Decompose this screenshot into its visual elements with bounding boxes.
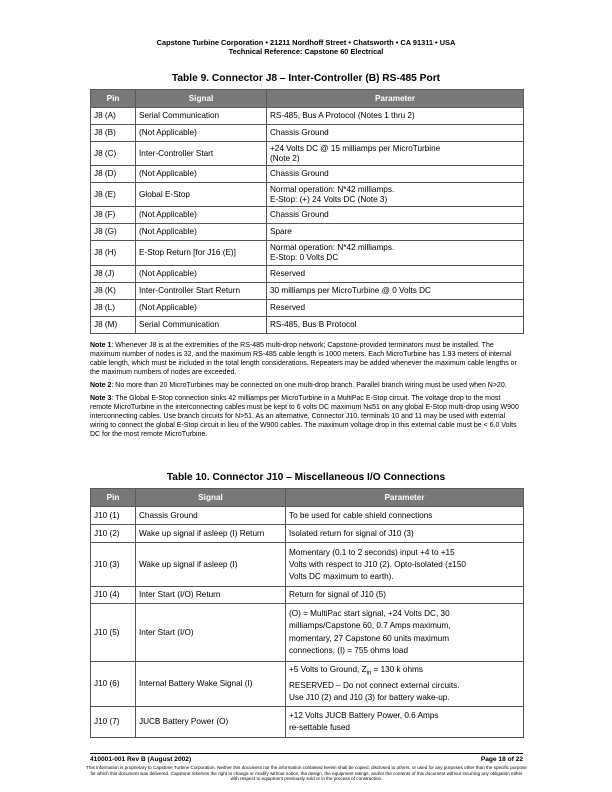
- note-2-label: Note 2: [90, 382, 112, 389]
- parameter-cell: Isolated return for signal of J10 (3): [286, 525, 524, 543]
- table9-title: Table 9. Connector J8 – Inter-Controller (B) RS-485 Port: [171, 73, 441, 84]
- parameter-line: momentary, 27 Capstone 60 units maximum: [289, 633, 450, 643]
- pin-cell: J10 (2): [91, 525, 136, 543]
- table-row: [91, 707, 524, 738]
- note-1-text: : Whenever J8 is at the extremities of the RS-485 multi-drop network; Capstone-provided terminators must be installed. The maximum number of nodes is 32, and the maximum RS-485 cable length is 1000 meters. Each MicroTurbine has 1.93 meters of internal cable length, which must be included in the total length considerations. Repeaters may be added whenever the maximum cable lengths or the maximum numbers of nodes are exceeded.: [90, 342, 517, 376]
- signal-cell: JUCB Battery Power (O): [136, 707, 286, 738]
- pin-cell: J8 (H): [91, 241, 136, 266]
- impedance-subscript: in: [366, 670, 372, 677]
- table9-col-parameter: Parameter: [267, 90, 524, 108]
- pin-cell: J10 (6): [91, 662, 136, 707]
- parameter-line: Normal operation: N*42 milliamps.: [270, 184, 395, 194]
- parameter-cell: RS-485, Bus B Protocol: [267, 317, 524, 334]
- signal-cell: Inter-Controller Start Return: [136, 283, 267, 300]
- parameter-cell: RS-485, Bus A Protocol (Notes 1 thru 2): [267, 108, 524, 125]
- table-row: [91, 587, 524, 604]
- signal-cell: Serial Communication: [136, 108, 267, 125]
- signal-cell: (Not Applicable): [136, 224, 267, 241]
- pin-cell: J8 (E): [91, 183, 136, 207]
- pin-cell: J8 (L): [91, 300, 136, 317]
- parameter-cell: Reserved: [267, 266, 524, 283]
- signal-cell: (Not Applicable): [136, 300, 267, 317]
- note-1-label: Note 1: [90, 342, 112, 349]
- table-row: [91, 604, 524, 662]
- impedance-value: = 130 k ohms: [371, 665, 423, 675]
- signal-cell: Inter Start (I/O): [136, 604, 286, 662]
- parameter-line: +12 Volts JUCB Battery Power, 0.6 Amps: [289, 711, 439, 720]
- parameter-line: E-Stop: (+) 24 Volts DC (Note 3): [270, 194, 388, 204]
- page-header: [0, 38, 612, 56]
- signal-cell: Inter-Controller Start: [136, 142, 267, 166]
- pin-cell: J8 (G): [91, 224, 136, 241]
- pin-cell: J8 (F): [91, 207, 136, 224]
- parameter-line: E-Stop: 0 Volts DC: [270, 253, 339, 262]
- table-row: [91, 300, 524, 317]
- table-row: [91, 142, 524, 166]
- pin-cell: J8 (K): [91, 283, 136, 300]
- table-row: [91, 241, 524, 266]
- table10-col-signal: Signal: [136, 489, 286, 507]
- table-row: [91, 543, 524, 587]
- pin-cell: J8 (J): [91, 266, 136, 283]
- parameter-cell: Chassis Ground: [267, 125, 524, 142]
- parameter-line: Use J10 (2) and J10 (3) for battery wake-up.: [289, 692, 450, 702]
- signal-cell: Inter Start (I/O) Return: [136, 587, 286, 604]
- table10-title: Table 10. Connector J10 – Miscellaneous I/O Connections: [166, 472, 446, 483]
- table-row: [91, 266, 524, 283]
- table-row: [91, 525, 524, 543]
- signal-cell: Global E-Stop: [136, 183, 267, 207]
- table10-col-pin: Pin: [91, 489, 136, 507]
- note-3-text: : The Global E-Stop connection sinks 42 milliamps per MicroTurbine in a MultiPac E-Stop circuit. The voltage drop to the most remote MicroTurbine in the interconnecting cables must be kept to 6 volts DC maximum N≤51 on any global E-Stop multi-drop using W900 interconnecting cables. Use branch circuits for N>51. As an alternative, Connector J10, terminals 10 and 11 may be used with external wiring to connect the global E-Stop circuit in lieu of the W900 cables. The maximum voltage drop in this external cable must be < 6.0 Volts DC for the most remote MicroTurbine.: [90, 395, 519, 438]
- table-row: [91, 507, 524, 525]
- parameter-line: +24 Volts DC @ 15 milliamps per MicroTurbine: [270, 143, 441, 153]
- parameter-cell: Chassis Ground: [267, 166, 524, 183]
- table10: [90, 488, 524, 738]
- signal-cell: Wake up signal if asleep (I) Return: [136, 525, 286, 543]
- parameter-cell: Spare: [267, 224, 524, 241]
- pin-cell: J8 (C): [91, 142, 136, 166]
- signal-cell: Chassis Ground: [136, 507, 286, 525]
- parameter-cell: [267, 183, 524, 207]
- table10-header-row: [91, 489, 524, 507]
- parameter-line: milliamps/Capstone 60, 0.7 Amps maximum,: [289, 621, 451, 630]
- footer-doc-id: 410001-001 Rev B (August 2002): [90, 756, 192, 763]
- parameter-line: connections. (I) = 755 ohms load: [289, 646, 409, 655]
- parameter-line: Volts DC maximum to earth).: [289, 571, 394, 581]
- table9-col-signal: Signal: [136, 90, 267, 108]
- signal-cell: E-Stop Return [for J16 (E)]: [136, 241, 267, 266]
- parameter-cell: [267, 241, 524, 266]
- parameter-cell: [286, 707, 524, 738]
- pin-cell: J10 (5): [91, 604, 136, 662]
- signal-cell: Serial Communication: [136, 317, 267, 334]
- parameter-line: (O) = MultiPac start signal, +24 Volts DC, 30: [289, 608, 450, 618]
- table-row: [91, 166, 524, 183]
- pin-cell: J10 (3): [91, 543, 136, 587]
- signal-cell: (Not Applicable): [136, 207, 267, 224]
- notes-section: [90, 341, 523, 443]
- signal-cell: (Not Applicable): [136, 266, 267, 283]
- parameter-cell: [286, 543, 524, 587]
- parameter-line: RESERVED – Do not connect external circuits.: [289, 680, 460, 690]
- parameter-cell: [267, 142, 524, 166]
- table-row: [91, 317, 524, 334]
- parameter-cell: 30 milliamps per MicroTurbine @ 0 Volts DC: [267, 283, 524, 300]
- table-row: [91, 283, 524, 300]
- parameter-line: Momentary (0.1 to 2 seconds) input +4 to +15: [289, 547, 455, 557]
- table-row: [91, 224, 524, 241]
- parameter-cell: Reserved: [267, 300, 524, 317]
- pin-cell: J10 (4): [91, 587, 136, 604]
- parameter-line: re-settable fused: [289, 723, 350, 732]
- pin-cell: J8 (D): [91, 166, 136, 183]
- table9-col-pin: Pin: [91, 90, 136, 108]
- parameter-cell: To be used for cable shield connections: [286, 507, 524, 525]
- table-row: [91, 183, 524, 207]
- signal-cell: (Not Applicable): [136, 125, 267, 142]
- table9-header-row: [91, 90, 524, 108]
- note-2: [90, 381, 523, 390]
- table10-col-parameter: Parameter: [286, 489, 524, 507]
- pin-cell: J10 (1): [91, 507, 136, 525]
- note-3: [90, 394, 523, 439]
- note-2-text: : No more than 20 MicroTurbines may be connected on one multi-drop branch. Parallel branch wiring must be used when N>20.: [111, 382, 507, 389]
- parameter-line: Volts with respect to J10 (2). Opto-isolated (±150: [289, 559, 466, 569]
- pin-cell: J8 (B): [91, 125, 136, 142]
- note-1: [90, 341, 523, 377]
- table-row: [91, 108, 524, 125]
- parameter-line-start: +5 Volts to Ground, Z: [289, 665, 367, 675]
- parameter-cell: Return for signal of J10 (5): [286, 587, 524, 604]
- pin-cell: J10 (7): [91, 707, 136, 738]
- footer-divider: [90, 753, 523, 754]
- parameter-line: Normal operation: N*42 milliamps.: [270, 243, 395, 252]
- footer-page-number: Page 18 of 22: [480, 756, 523, 763]
- table-row: [91, 207, 524, 224]
- table9: [90, 89, 524, 334]
- parameter-cell: [286, 604, 524, 662]
- parameter-line: [289, 664, 520, 680]
- signal-cell: Wake up signal if asleep (I): [136, 543, 286, 587]
- signal-cell: Internal Battery Wake Signal (I): [136, 662, 286, 707]
- header-reference-line: Technical Reference: Capstone 60 Electrical: [228, 47, 384, 56]
- signal-cell: (Not Applicable): [136, 166, 267, 183]
- note-3-label: Note 3: [90, 395, 112, 402]
- parameter-cell: [286, 662, 524, 707]
- footer-legal-notice: This information is proprietary to Capstone Turbine Corporation. Neither this document nor the information contained herein shall be copied, disclosed to others, or used for any purposes other than the specific purpose for which this document was delivered. Capstone reserves the right to change or modify without notice, the design, the equipment ratings, and/or the contents of this document without incurring any obligation either with respect to equipment previously sold or in the process of construction.: [86, 765, 527, 782]
- header-company-line: Capstone Turbine Corporation • 21211 Nordhoff Street • Chatsworth • CA 91311 • USA: [156, 38, 456, 47]
- pin-cell: J8 (M): [91, 317, 136, 334]
- table-row: [91, 125, 524, 142]
- pin-cell: J8 (A): [91, 108, 136, 125]
- parameter-cell: Chassis Ground: [267, 207, 524, 224]
- parameter-line: (Note 2): [270, 153, 300, 163]
- table-row: [91, 662, 524, 707]
